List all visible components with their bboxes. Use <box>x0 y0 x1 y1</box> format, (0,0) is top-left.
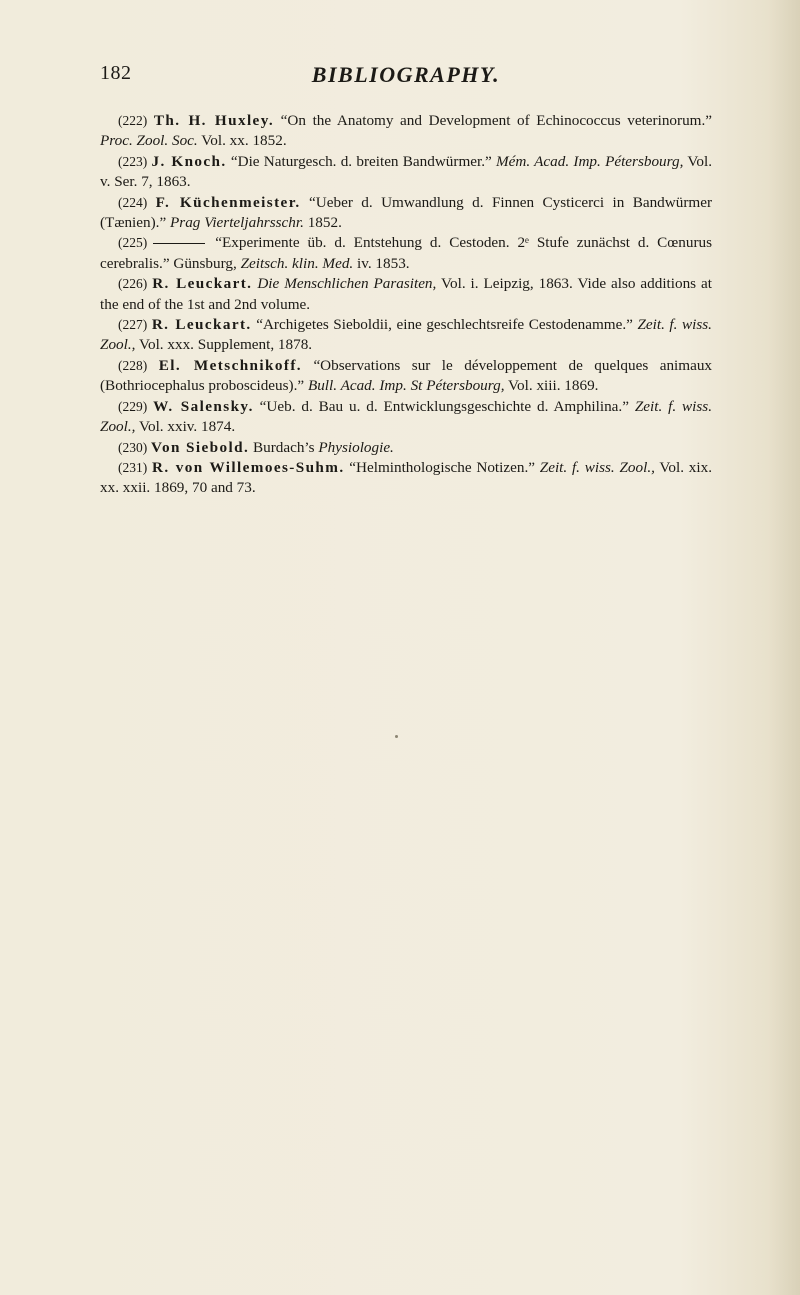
entry-author: F. Küchenmeister. <box>155 193 301 211</box>
entry-title: Burdach’s <box>249 438 319 456</box>
entry-title: “On the Anatomy and Development of Echinococcus veterinorum.” <box>274 112 713 129</box>
entry-journal: Physiologie. <box>318 438 394 456</box>
entry-details: 1852. <box>303 214 342 232</box>
entry-number: (225) <box>118 235 148 251</box>
bibliography-entry-225 <box>100 233 712 274</box>
entry-author: R. Leuckart. <box>151 316 252 334</box>
paper-speck <box>395 735 398 738</box>
ditto-dash <box>153 243 205 244</box>
bibliography-list <box>100 111 712 499</box>
entry-journal: Prag Vierteljahrsschr. <box>170 214 304 232</box>
entry-journal: Zeit. f. wiss. Zool., <box>539 458 655 476</box>
entry-title: “Helminthologische Notizen.” <box>344 458 540 476</box>
bibliography-entry-222 <box>100 111 712 152</box>
entry-number: (229) <box>118 398 148 414</box>
entry-journal: Mém. Acad. Imp. Pétersbourg, <box>496 152 684 170</box>
entry-author: Th. H. Huxley. <box>153 112 275 129</box>
running-title: BIBLIOGRAPHY. <box>311 62 501 87</box>
entry-title: “Ueber d. Umwandlung d. Finnen Cysticerci in Bandwürmer (Tænien).” <box>100 193 713 232</box>
entry-number: (224) <box>118 194 148 210</box>
entry-title: “Observations sur le développement de quelques animaux (Bothriocephalus proboscideus).” <box>100 356 713 395</box>
page-header <box>100 62 712 90</box>
entry-details: Vol. xx. 1852. <box>197 132 287 150</box>
entry-number: (230) <box>118 439 148 455</box>
page-number: 182 <box>100 62 132 84</box>
bibliography-entry-223 <box>100 152 712 193</box>
entry-details: Vol. xiii. 1869. <box>504 377 599 395</box>
entry-author: J. Knoch. <box>151 152 227 170</box>
entry-number: (222) <box>118 113 148 128</box>
bibliography-entry-226 <box>100 274 712 315</box>
entry-journal: Die Menschlichen Parasiten, <box>257 275 437 293</box>
entry-number: (228) <box>118 357 148 373</box>
entry-title: “Archigetes Sieboldii, eine geschlechtsreife Cestodenamme.” <box>251 316 638 334</box>
bibliography-entry-228 <box>100 356 712 397</box>
bibliography-entry-224 <box>100 193 712 234</box>
entry-details: Vol. xxx. Supplement, 1878. <box>135 336 313 354</box>
entry-title: “Experimente üb. d. Entstehung d. Cestoden. 2ᵉ Stufe zunächst d. Cœnurus cerebralis.” Günsburg, <box>100 234 712 272</box>
entry-details: Vol. xxiv. 1874. <box>135 418 236 436</box>
entry-number: (227) <box>118 317 148 333</box>
entry-number: (223) <box>118 153 148 169</box>
entry-journal: Bull. Acad. Imp. St Pétersbourg, <box>307 377 505 395</box>
entry-author: R. Leuckart. <box>152 275 253 293</box>
bibliography-entry-231 <box>100 458 712 499</box>
entry-journal: Zeitsch. klin. Med. <box>240 254 354 272</box>
entry-details: Vol. v. Ser. 7, 1863. <box>100 152 712 191</box>
entry-details: iv. 1853. <box>353 254 410 272</box>
entry-author: W. Salensky. <box>153 397 254 415</box>
entry-author: R. von Willemoes-Suhm. <box>152 458 345 476</box>
entry-details: Vol. i. Leipzig, 1863. Vide also additions at the end of the 1st and 2nd volume. <box>100 275 712 313</box>
entry-author: Von Siebold. <box>151 438 250 456</box>
entry-details: Vol. xix. xx. xxii. 1869, 70 and 73. <box>100 458 712 497</box>
bibliography-entry-230 <box>100 438 712 458</box>
entry-number: (231) <box>118 459 148 475</box>
bibliography-entry-227 <box>100 315 712 356</box>
entry-title: “Ueb. d. Bau u. d. Entwicklungsgeschichte d. Amphilina.” <box>253 397 635 415</box>
entry-journal: Proc. Zool. Soc. <box>100 132 198 150</box>
entry-title: “Die Naturgesch. d. breiten Bandwürmer.” <box>226 152 497 170</box>
entry-journal: Zeit. f. wiss. Zool., <box>100 397 712 436</box>
entry-journal: Zeit. f. wiss. Zool., <box>100 316 712 354</box>
entry-number: (226) <box>118 276 148 292</box>
bibliography-entry-229 <box>100 397 712 438</box>
entry-author: El. Metschnikoff. <box>158 356 302 374</box>
